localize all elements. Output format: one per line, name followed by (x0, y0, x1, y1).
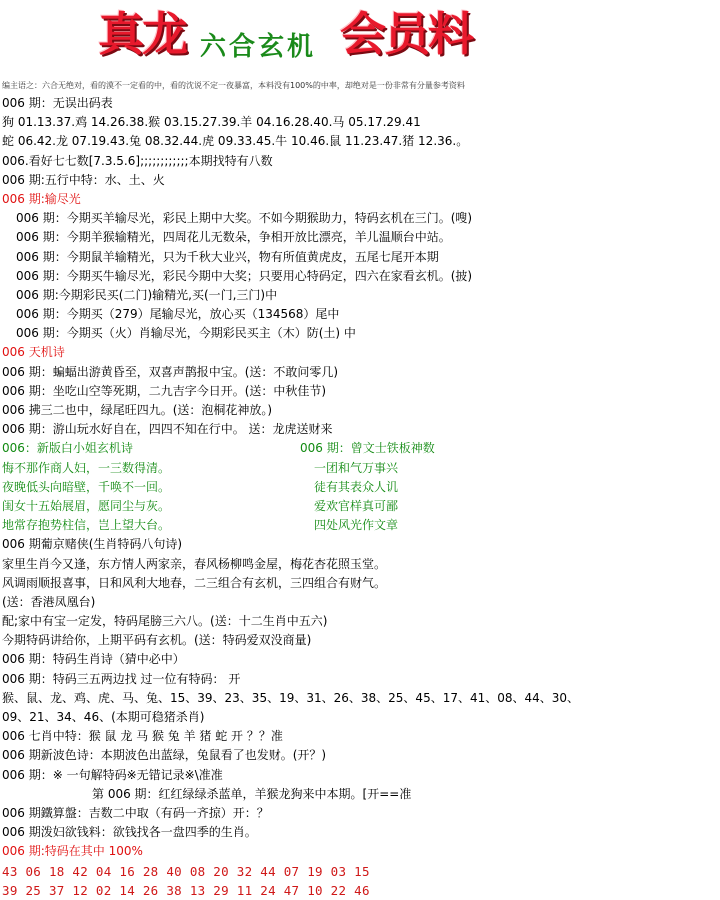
poem-pair-row (2, 459, 718, 478)
text-line: 006 期：※ 一句解特码※无错记录※\准准 (2, 767, 223, 782)
poem-left-line: 悔不那作商人妇，一三数得清。 (2, 460, 171, 475)
text-line: 006 期：今期买（279）尾输尽光，放心买（134568）尾中 (16, 307, 340, 322)
poem-left-line: 地常存抱势柱信，岂上望大台。 (2, 518, 171, 533)
text-line: 006 七肖中特：猴 鼠 龙 马 猴 兔 羊 猪 蛇 开 ？？准 (2, 729, 283, 744)
text-line: 006 期：无误出码表 (2, 96, 113, 110)
poem-right-line: 爱欢官样真可鄙 (314, 498, 399, 513)
text-line: 006 拂三二也中，绿尾旺四九。(送：泡桐花神放。) (2, 403, 273, 417)
poem-pair-row (2, 516, 718, 535)
text-line: 配;家中有宝一定发，特码尾膀三六八。(送：十二生肖中五六) (2, 614, 328, 629)
text-line: 蛇 06.42.龙 07.19.43.兔 08.32.44.虎 09.33.45.牛 10.46.鼠 11.23.47.猪 12.36.。 (2, 134, 469, 149)
text-line: 006 期：今期羊猴输精光，四周花儿无数朵，争相开放比漂亮，羊儿温顺台中站。 (16, 230, 451, 245)
text-line: 狗 01.13.37.鸡 14.26.38.猴 03.15.27.39.羊 04.16.28.40.马 05.17.29.41 (2, 115, 421, 130)
title-middle: 六合玄机 (200, 32, 317, 62)
poem-pair-row (2, 478, 718, 497)
text-line: 09、21、34、46、(本期可稳猪杀肖) (2, 710, 205, 724)
text-line: 第 006 期：红红绿绿杀蓝单，羊猴龙狗来中本期。[开==准 (92, 786, 412, 801)
text-line: 风调雨顺报喜事，日和风利大地春，二三组合有玄机，三四组合有财气。 (2, 575, 387, 590)
poem-right-line: 四处风光作文章 (314, 518, 399, 533)
poem-right-line: 徒有其表众人讥 (314, 479, 399, 494)
poem-right-title: 006 期：曾文士铁板神数 (300, 441, 435, 456)
text-line: 006 期：今期鼠羊输精光，只为千秋大业兴，物有所值黄虎皮，五尾七尾开本期 (16, 249, 439, 264)
text-line: 006 期：坐吃山空等死期，二九吉字今日开。(送：中秋佳节) (2, 383, 327, 398)
header-banner (0, 0, 720, 78)
text-line: 006 期:五行中特：水、土、火 (2, 172, 165, 187)
text-line: 006 期:今期彩民买(二门)输精光,买(一门,三门)中 (16, 287, 278, 302)
text-line: 006 期葡京赌侠(生肖特码八句诗) (2, 537, 183, 552)
text-line: 006 期:特码在其中 100% (2, 844, 143, 859)
section-more (2, 535, 718, 861)
text-line: 家里生肖今又逢，东方情人两家亲，春风杨柳鸣金屋，梅花杏花照玉堂。 (2, 556, 387, 571)
text-line: 006.看好七七数[7.3.5.6];;;;;;;;;;;;本期找特有八数 (2, 153, 273, 168)
text-line: 006 期：特码生肖诗（猜中必中） (2, 652, 185, 667)
text-line: 006 期：今期买羊输尽光，彩民上期中大奖。不如今期猴助力，特码玄机在三门。(嗖) (16, 211, 473, 226)
poem-pair-header (2, 439, 718, 458)
disclaimer: 编主语之：六合无绝对，看的漠不一定看的中，看的沈说不定一夜暴富，本料没有100%的中率，却绝对是一份非常有分量参考资料 (2, 81, 465, 90)
poem-left-line: 夜晚低头向暗壁，千唤不一回。 (2, 479, 171, 494)
text-line: 006 天机诗 (2, 345, 65, 360)
text-line: 006 期泼妇欲钱料：欲钱找各一盘四季的生肖。 (2, 825, 257, 840)
text-line: 006 期：今期买牛输尽光，彩民今期中大奖；只要用心特码定，四六在家看玄机。(披) (16, 268, 473, 283)
text-line: 006 期:输尽光 (2, 191, 81, 206)
text-line: 006 期：游山玩水好自在，四四不知在行中。 送：龙虎送财来 (2, 422, 333, 437)
poem-left-line: 闺女十五始展眉，愿同尘与灰。 (2, 498, 171, 513)
text-line: 006 期新波色诗：本期波色出蓝绿，兔鼠看了也发财。(开？) (2, 748, 327, 763)
number-row: 39 25 37 12 02 14 26 38 13 29 11 24 47 10 22 46 (2, 882, 370, 898)
poem-right-line: 一团和气万事兴 (314, 460, 399, 475)
text-line: 今期特码讲给你，上期平码有玄机。(送：特码爱双没商量) (2, 633, 312, 648)
text-line: 猴、鼠、龙、鸡、虎、马、兔、15、39、23、35、19、31、26、38、25、45、17、41、08、44、30、 (2, 690, 580, 705)
section-main (2, 94, 718, 439)
text-line: 006 期鐵算盤：吉数二中取（有码一齐掠）开：？ (2, 805, 269, 820)
title-left: 真龙 (98, 7, 186, 61)
title-right: 会员料 (340, 7, 472, 61)
poem-left-title: 006：新版白小姐玄机诗 (2, 441, 133, 456)
poem-pair-row (2, 497, 718, 516)
number-row: 43 06 18 42 04 16 28 40 08 20 32 44 07 19 03 15 (2, 863, 370, 879)
document-body (2, 94, 718, 900)
text-line: 006 期：特码三五两边找 过一位有特码： 开 (2, 671, 241, 686)
text-line: 006 期：蝙蝠出游黄昏至，双喜声鹊报中宝。(送：不敢问零几) (2, 364, 339, 379)
poem-pairs (2, 459, 718, 536)
text-line: (送：香港凤凰台) (2, 594, 96, 609)
number-list (2, 862, 718, 900)
text-line: 006 期：今期买（火）肖输尽光，今期彩民买主（木）防(土) 中 (16, 326, 356, 341)
